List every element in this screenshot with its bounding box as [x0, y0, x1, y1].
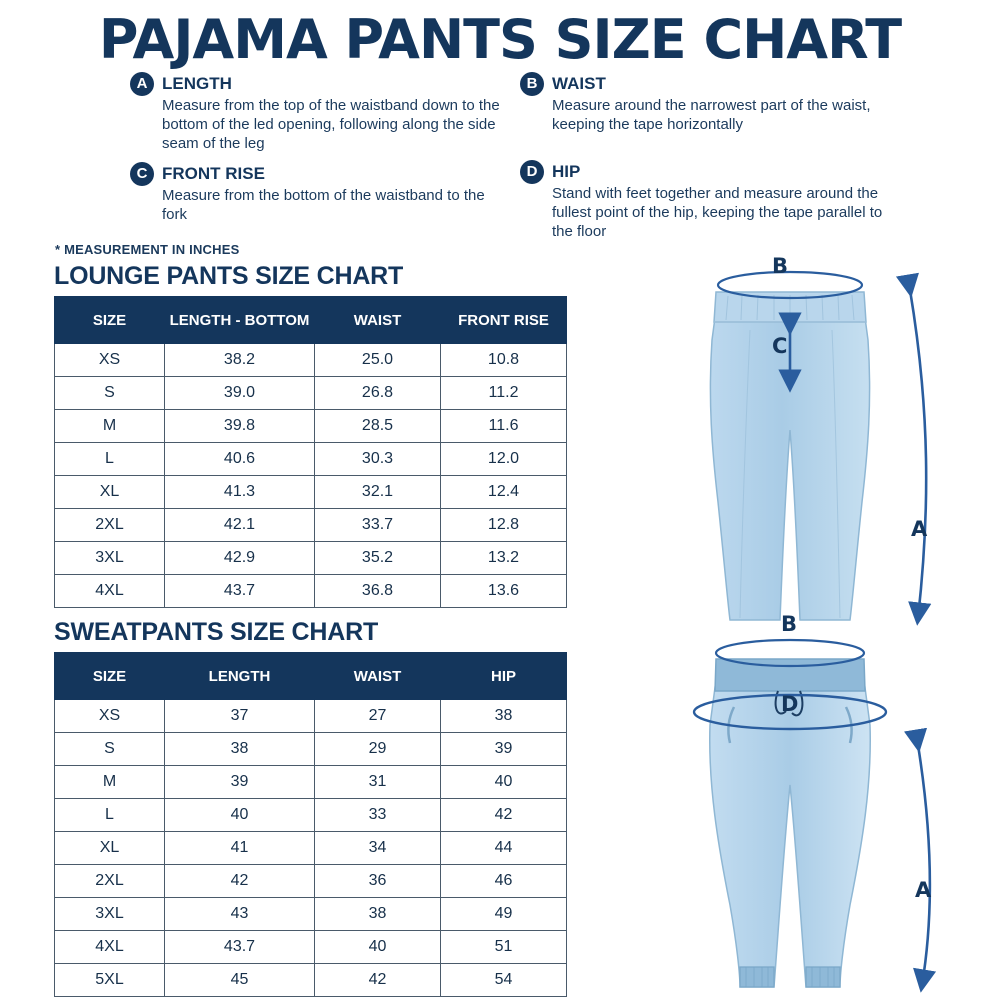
marker-lounge-waist: B: [772, 254, 789, 278]
cell-size: XL: [55, 476, 165, 509]
legend-desc-d: Stand with feet together and measure around the fullest point of the hip, keeping the tape parallel to the floor: [552, 185, 883, 240]
cell-size: S: [55, 733, 165, 766]
lounge-pants-heading: LOUNGE PANTS SIZE CHART: [54, 262, 404, 290]
cell-length: 38: [165, 733, 315, 766]
table-row: [55, 733, 567, 766]
table-row: [55, 832, 567, 865]
page-title: PAJAMA PANTS SIZE CHART: [98, 8, 902, 71]
cell-size: 5XL: [55, 964, 165, 997]
cell-length: 39.8: [165, 410, 315, 443]
cell-size: 3XL: [55, 898, 165, 931]
lounge-pants-table: [54, 296, 567, 608]
cell-waist: 32.1: [315, 476, 441, 509]
cell-front-rise: 12.8: [441, 509, 567, 542]
cell-size: 4XL: [55, 575, 165, 608]
cell-size: S: [55, 377, 165, 410]
sweatpants-length-arrow: [918, 745, 930, 985]
column-header-waist: WAIST: [315, 653, 441, 700]
cell-hip: 40: [441, 766, 567, 799]
cell-size: XS: [55, 344, 165, 377]
cell-waist: 28.5: [315, 410, 441, 443]
cell-waist: 26.8: [315, 377, 441, 410]
cell-size: 4XL: [55, 931, 165, 964]
cell-length: 40.6: [165, 443, 315, 476]
cell-size: 2XL: [55, 509, 165, 542]
cell-front-rise: 13.2: [441, 542, 567, 575]
legend-title-a: LENGTH: [162, 74, 232, 93]
cell-hip: 38: [441, 700, 567, 733]
cell-waist: 34: [315, 832, 441, 865]
cell-size: XS: [55, 700, 165, 733]
cell-front-rise: 12.0: [441, 443, 567, 476]
cell-length: 45: [165, 964, 315, 997]
cell-length: 43: [165, 898, 315, 931]
column-header-size: SIZE: [55, 653, 165, 700]
column-header-front-rise: FRONT RISE: [441, 297, 567, 344]
table-row: [55, 377, 567, 410]
marker-sweatpants-hip: D: [781, 692, 799, 716]
legend-desc-c: Measure from the bottom of the waistband to the fork: [162, 187, 485, 223]
cell-waist: 30.3: [315, 443, 441, 476]
column-header-length: LENGTH: [165, 653, 315, 700]
cell-length: 43.7: [165, 575, 315, 608]
column-header-length-bottom: LENGTH - BOTTOM: [165, 297, 315, 344]
cell-front-rise: 11.6: [441, 410, 567, 443]
cell-waist: 31: [315, 766, 441, 799]
table-row: [55, 575, 567, 608]
table-row: [55, 542, 567, 575]
legend-title-c: FRONT RISE: [162, 164, 265, 183]
table-header-row: [55, 653, 567, 700]
cell-waist: 35.2: [315, 542, 441, 575]
legend-desc-a: Measure from the top of the waistband down to the bottom of the led opening, following along the side seam of the leg: [162, 97, 500, 152]
cell-length: 42.1: [165, 509, 315, 542]
legend-desc-b: Measure around the narrowest part of the waist, keeping the tape horizontally: [552, 97, 871, 133]
marker-sweatpants-waist: B: [781, 612, 798, 636]
legend-badge-a: A: [130, 72, 154, 96]
cell-waist: 36.8: [315, 575, 441, 608]
cell-hip: 42: [441, 799, 567, 832]
cell-size: XL: [55, 832, 165, 865]
legend-badge-b: B: [520, 72, 544, 96]
sweatpants-illustration: [694, 640, 930, 987]
sweatpants-table: [54, 652, 567, 997]
table-row: [55, 799, 567, 832]
cell-length: 40: [165, 799, 315, 832]
cell-size: M: [55, 410, 165, 443]
legend-title-b: WAIST: [552, 74, 606, 93]
table-header-row: [55, 297, 567, 344]
cell-front-rise: 13.6: [441, 575, 567, 608]
cell-length: 41: [165, 832, 315, 865]
table-row: [55, 931, 567, 964]
cell-length: 39.0: [165, 377, 315, 410]
table-row: [55, 509, 567, 542]
cell-waist: 33.7: [315, 509, 441, 542]
pants-diagram-svg: [600, 240, 1000, 1000]
cell-waist: 36: [315, 865, 441, 898]
cell-size: L: [55, 799, 165, 832]
cell-hip: 51: [441, 931, 567, 964]
cell-hip: 54: [441, 964, 567, 997]
cell-hip: 46: [441, 865, 567, 898]
cell-waist: 33: [315, 799, 441, 832]
cell-waist: 40: [315, 931, 441, 964]
table-row: [55, 700, 567, 733]
table-row: [55, 865, 567, 898]
cell-hip: 49: [441, 898, 567, 931]
table-row: [55, 410, 567, 443]
cell-length: 37: [165, 700, 315, 733]
lounge-length-arrow: [910, 290, 926, 618]
cell-waist: 42: [315, 964, 441, 997]
marker-lounge-length: A: [911, 517, 928, 541]
table-row: [55, 898, 567, 931]
cell-length: 39: [165, 766, 315, 799]
sweatpants-waistband: [715, 659, 865, 691]
cell-length: 41.3: [165, 476, 315, 509]
legend-badge-c: C: [130, 162, 154, 186]
sweatpants-heading: SWEATPANTS SIZE CHART: [54, 618, 379, 646]
sweatpants-cuff-right: [806, 967, 840, 987]
measurement-note: * MEASUREMENT IN INCHES: [55, 242, 240, 257]
cell-waist: 38: [315, 898, 441, 931]
cell-hip: 44: [441, 832, 567, 865]
cell-waist: 25.0: [315, 344, 441, 377]
legend-badge-d: D: [520, 160, 544, 184]
cell-length: 38.2: [165, 344, 315, 377]
pants-illustrations: [600, 240, 1000, 1000]
lounge-pants-illustration: [710, 272, 926, 620]
cell-length: 42.9: [165, 542, 315, 575]
table-row: [55, 766, 567, 799]
cell-waist: 29: [315, 733, 441, 766]
table-row: [55, 443, 567, 476]
cell-size: M: [55, 766, 165, 799]
column-header-hip: HIP: [441, 653, 567, 700]
cell-length: 42: [165, 865, 315, 898]
marker-lounge-front-rise: C: [772, 334, 788, 358]
cell-size: 2XL: [55, 865, 165, 898]
cell-hip: 39: [441, 733, 567, 766]
cell-front-rise: 12.4: [441, 476, 567, 509]
table-row: [55, 476, 567, 509]
cell-front-rise: 10.8: [441, 344, 567, 377]
cell-front-rise: 11.2: [441, 377, 567, 410]
cell-size: 3XL: [55, 542, 165, 575]
marker-sweatpants-length: A: [915, 878, 932, 902]
cell-size: L: [55, 443, 165, 476]
sweatpants-cuff-left: [740, 967, 774, 987]
legend-title-d: HIP: [552, 162, 581, 181]
column-header-size: SIZE: [55, 297, 165, 344]
cell-length: 43.7: [165, 931, 315, 964]
table-row: [55, 344, 567, 377]
cell-waist: 27: [315, 700, 441, 733]
column-header-waist: WAIST: [315, 297, 441, 344]
table-row: [55, 964, 567, 997]
